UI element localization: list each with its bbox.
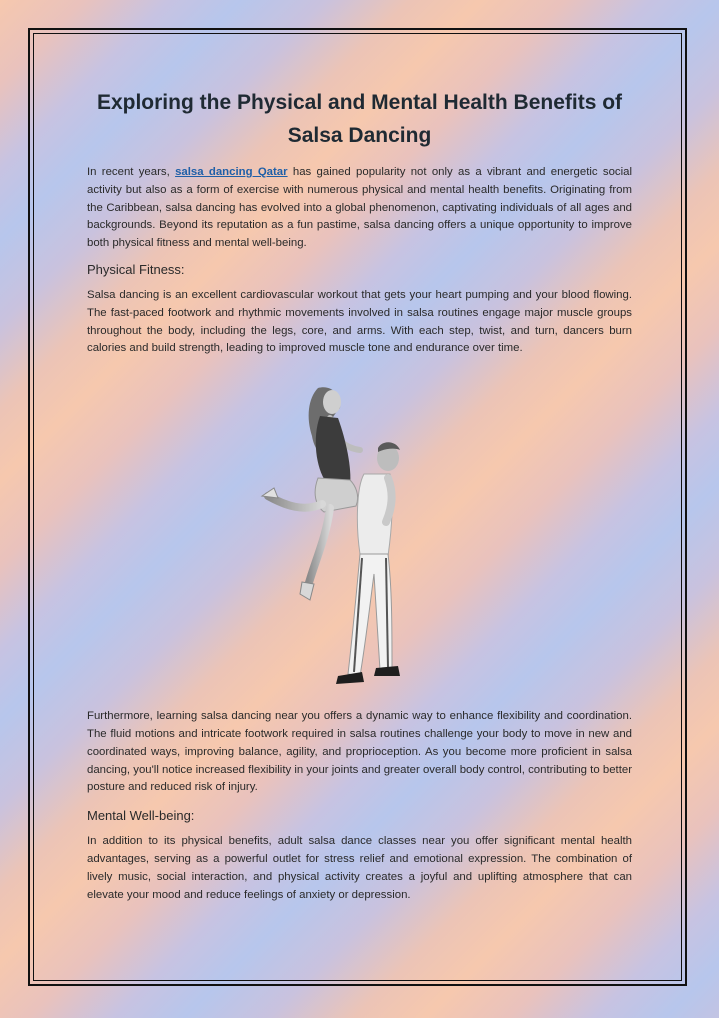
mental-wellbeing-paragraph: In addition to its physical benefits, adult salsa dance classes near you offer significant mental health advantages, serving as a powerful outlet for stress relief and emotional expression. The combination of lively music, social interaction, and physical activity creates a joyful and uplifting atmosphere that can elevate your mood and reduce feelings of anxiety or depression.	[87, 835, 632, 901]
intro-text-start: In recent years,	[87, 166, 176, 178]
intro-paragraph	[87, 164, 632, 253]
salsa-dancers-image	[260, 378, 460, 708]
physical-fitness-heading: Physical Fitness:	[87, 261, 185, 277]
mental-wellbeing-heading: Mental Well-being:	[87, 808, 195, 824]
article-title: Exploring the Physical and Mental Health Benefits of Salsa Dancing	[96, 91, 623, 147]
physical-fitness-paragraph: Salsa dancing is an excellent cardiovascular workout that gets your heart pumping and your blood flowing. The fast-paced footwork and rhythmic movements involved in salsa routines engage major muscle groups throughout the body, including the legs, core, and arms. With each step, twist, and turn, dancers burn calories and build strength, leading to improved muscle tone and endurance over time.	[87, 288, 632, 355]
intro-text-end: has gained popularity not only as a vibrant and energetic social activity but also as a form of exercise with numerous physical and mental health benefits. Originating from the Caribbean, salsa dancing has evolved into a global phenomenon, captivating individuals of all ages and backgrounds. Beyond its reputation as a fun pastime, salsa dancing offers a unique opportunity to improve both physical fitness and mental well-being.	[87, 166, 633, 250]
article	[87, 86, 632, 904]
flexibility-paragraph: Furthermore, learning salsa dancing near you offers a dynamic way to enhance flexibility and coordination. The fluid motions and intricate footwork required in salsa routines challenge your body to move in new and coordinated ways, improving balance, agility, and proprioception. As you become more proficient in salsa dancing, you'll notice increased flexibility in your joints and greater overall body control, contributing to better posture and reduced risk of injury.	[87, 710, 632, 794]
salsa-dancing-qatar-link[interactable]: salsa dancing Qatar	[175, 166, 288, 178]
